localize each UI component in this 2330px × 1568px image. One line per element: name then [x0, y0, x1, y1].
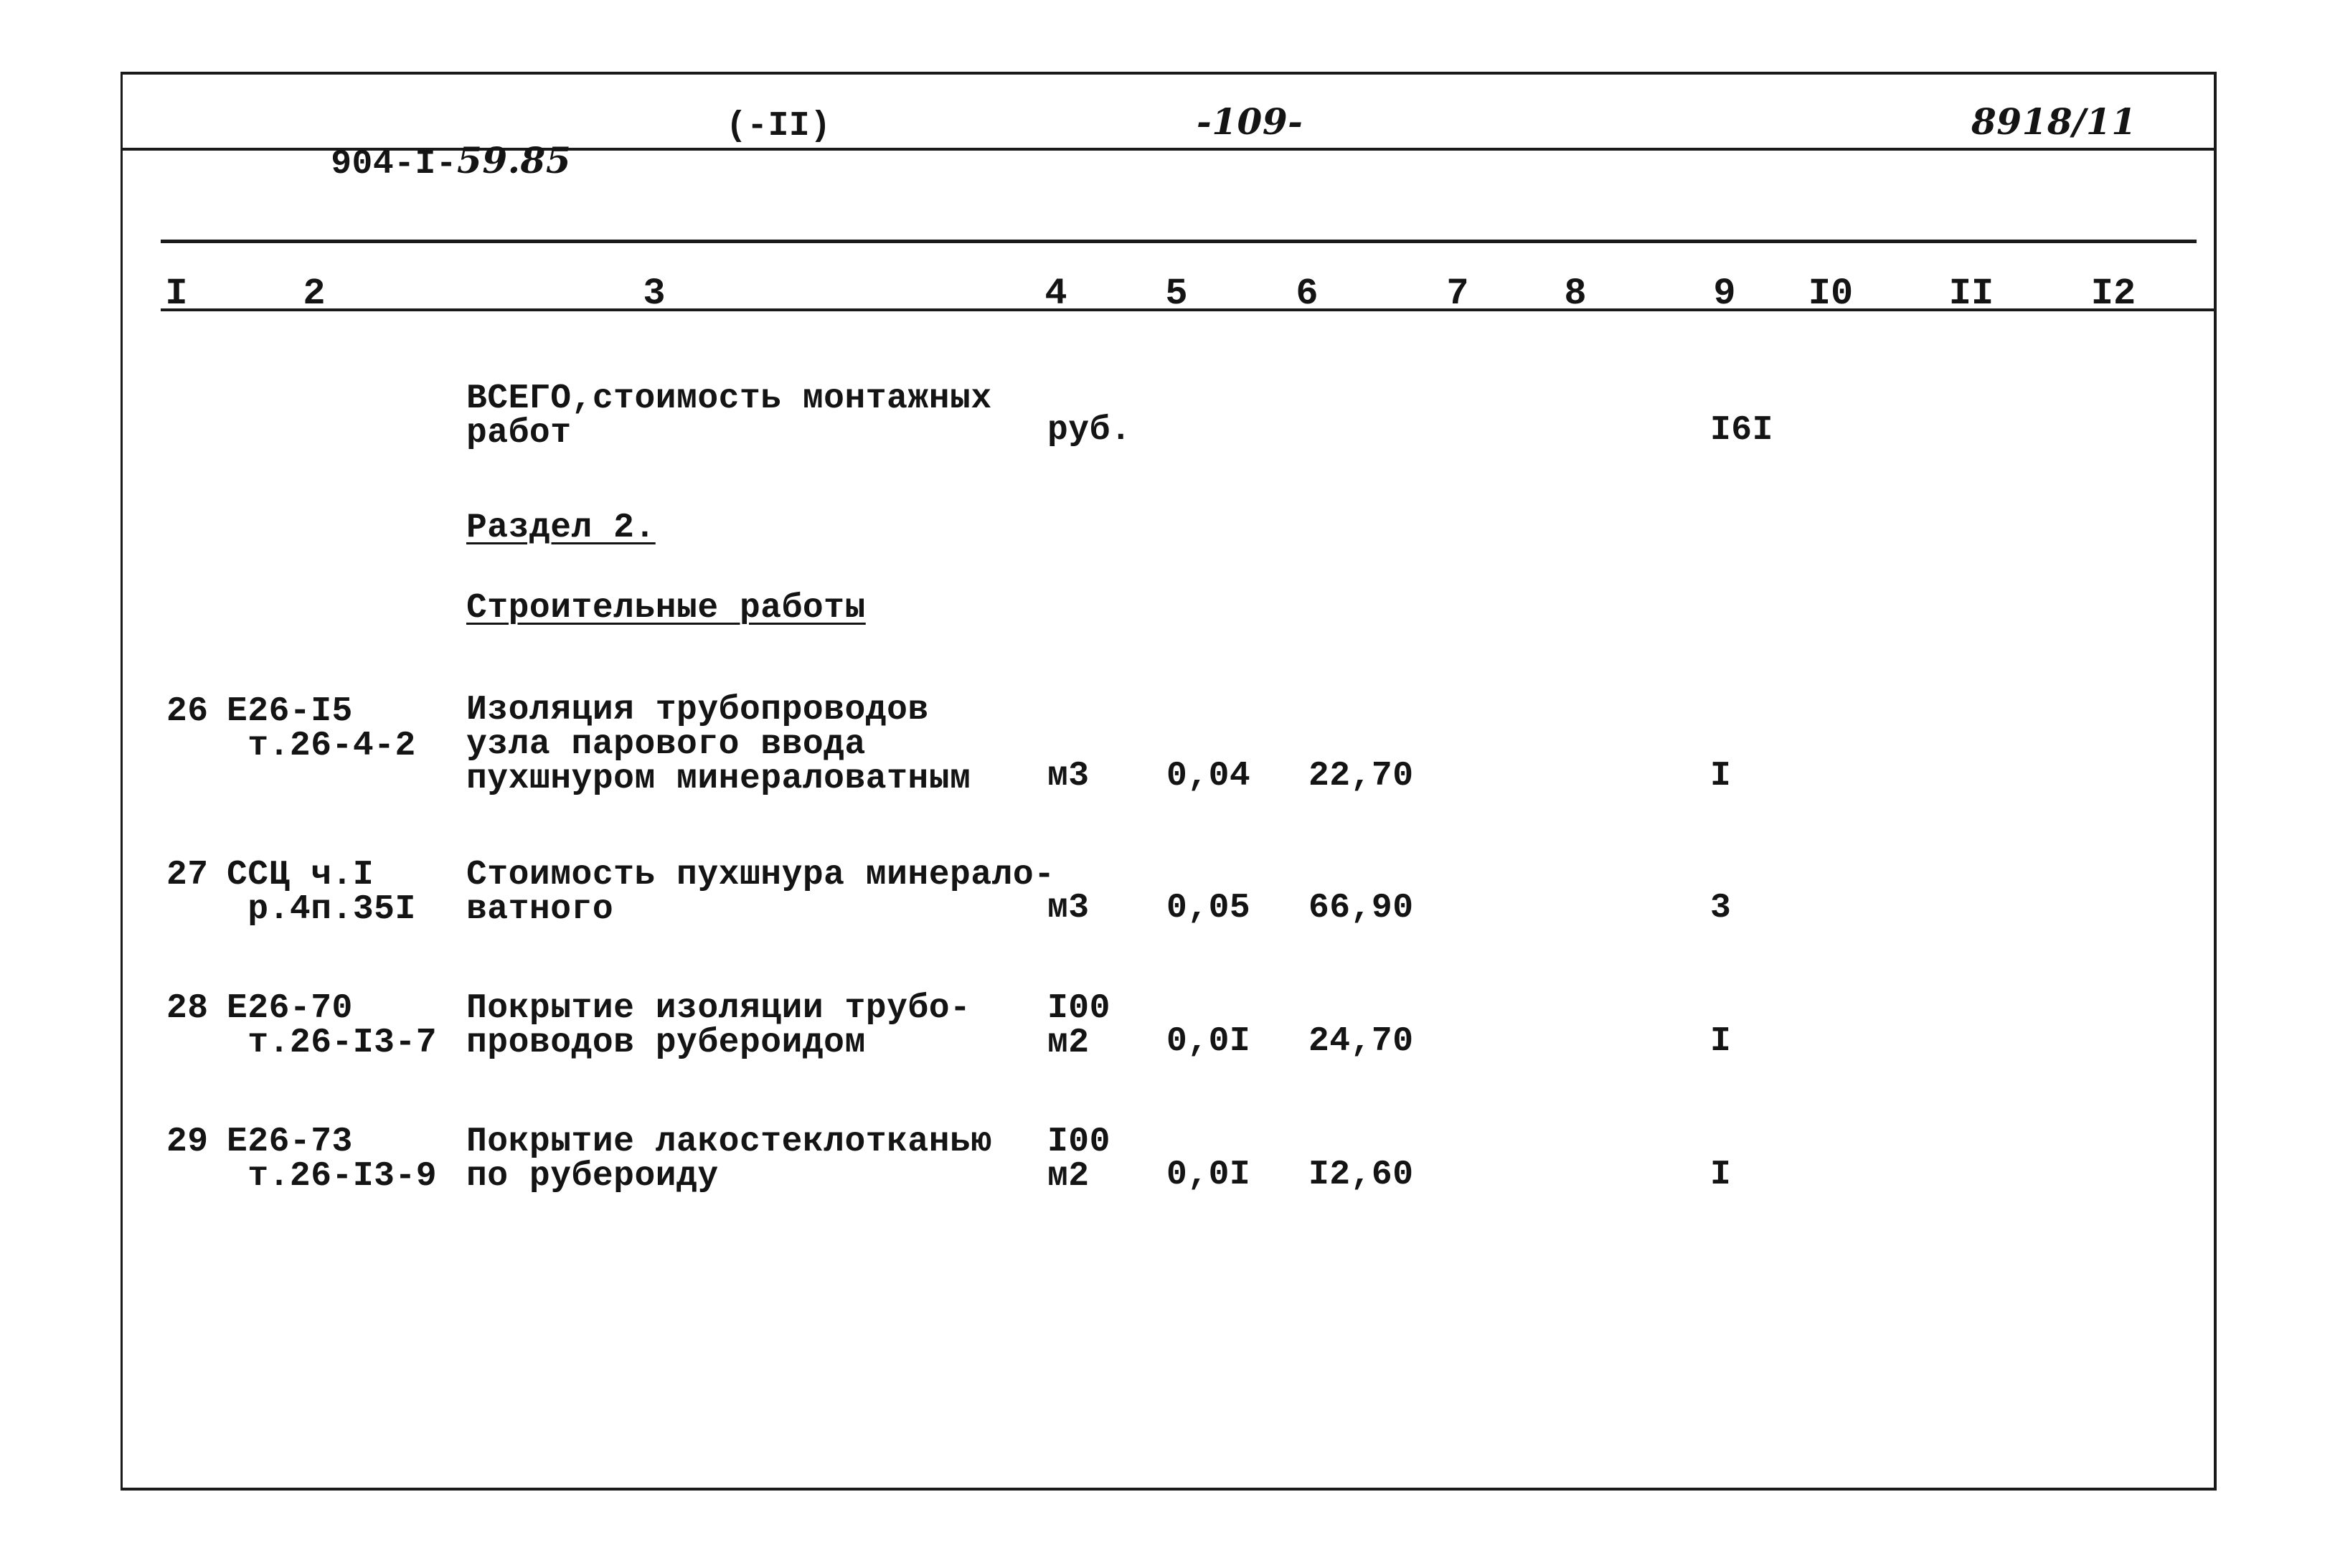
row-number: 29 — [166, 1123, 209, 1161]
column-number: 5 — [1165, 273, 1188, 315]
doc-prefix: 904-I- — [331, 145, 458, 184]
row-unit: I00 м2 — [1047, 1123, 1110, 1196]
row-unit: м3 — [1047, 889, 1090, 927]
column-number: 6 — [1296, 273, 1319, 315]
column-number: 2 — [303, 273, 326, 315]
page-number: -109- — [1197, 100, 1303, 143]
frame-left-line — [121, 72, 123, 1491]
archive-number: 8918/11 — [1971, 100, 2137, 143]
column-number: 3 — [643, 273, 666, 315]
row-code: ССЦ ч.I р.4п.35I — [227, 856, 416, 929]
row-col5: 0,05 — [1166, 889, 1251, 927]
row-col6: 66,90 — [1308, 889, 1414, 927]
row-number: 26 — [166, 692, 209, 731]
row-col9: I — [1710, 1022, 1732, 1061]
row-code: Е26-70 т.26-I3-7 — [227, 989, 438, 1062]
row-col5: 0,0I — [1166, 1156, 1251, 1194]
column-number: 8 — [1564, 273, 1587, 315]
row-col9: I — [1710, 1156, 1732, 1194]
row-code: Е26-73 т.26-I3-9 — [227, 1123, 438, 1196]
row-description: Стоимость пухшнура минерало- ватного — [466, 856, 1055, 929]
row-col5: 0,04 — [1166, 757, 1251, 795]
row-col6: I2,60 — [1308, 1156, 1414, 1194]
row-col6: 22,70 — [1308, 757, 1414, 795]
row-col6: 24,70 — [1308, 1022, 1414, 1061]
frame-bottom-line — [122, 1488, 2215, 1491]
row-description: Покрытие изоляции трубо- проводов рубероидом — [466, 989, 971, 1062]
row-description: Покрытие лакостеклотканью по рубероиду — [466, 1123, 992, 1196]
column-number: I0 — [1808, 273, 1854, 315]
column-number: 4 — [1044, 273, 1067, 315]
column-number: II — [1948, 273, 1994, 315]
section-title: Раздел 2. — [466, 509, 656, 547]
row-number: 27 — [166, 856, 209, 894]
row-unit: I00 м2 — [1047, 989, 1110, 1062]
doc-suffix: 59.85 — [457, 139, 572, 181]
row-col9: I — [1710, 757, 1732, 795]
frame-right-line — [2214, 72, 2217, 1491]
column-header-top-line — [161, 240, 2197, 243]
total-col9: I6I — [1710, 411, 1773, 450]
section-subtitle: Строительные работы — [466, 589, 866, 628]
total-unit: руб. — [1047, 411, 1132, 450]
row-number: 28 — [166, 989, 209, 1028]
row-col5: 0,0I — [1166, 1022, 1251, 1061]
row-unit: м3 — [1047, 757, 1090, 795]
row-code: Е26-I5 т.26-4-2 — [227, 692, 416, 765]
row-description: Изоляция трубопроводов узла парового ввода пухшнуром минераловатным — [466, 691, 971, 798]
column-number: I — [165, 273, 188, 315]
row-col9: 3 — [1710, 889, 1732, 927]
frame-top-line — [122, 72, 2215, 75]
doc-number — [247, 109, 571, 216]
column-number: I2 — [2090, 273, 2136, 315]
total-description: ВСЕГО,стоимость монтажных работ — [466, 379, 992, 453]
part-label: (-II) — [726, 107, 831, 146]
column-number: 9 — [1713, 273, 1736, 315]
column-number: 7 — [1446, 273, 1469, 315]
